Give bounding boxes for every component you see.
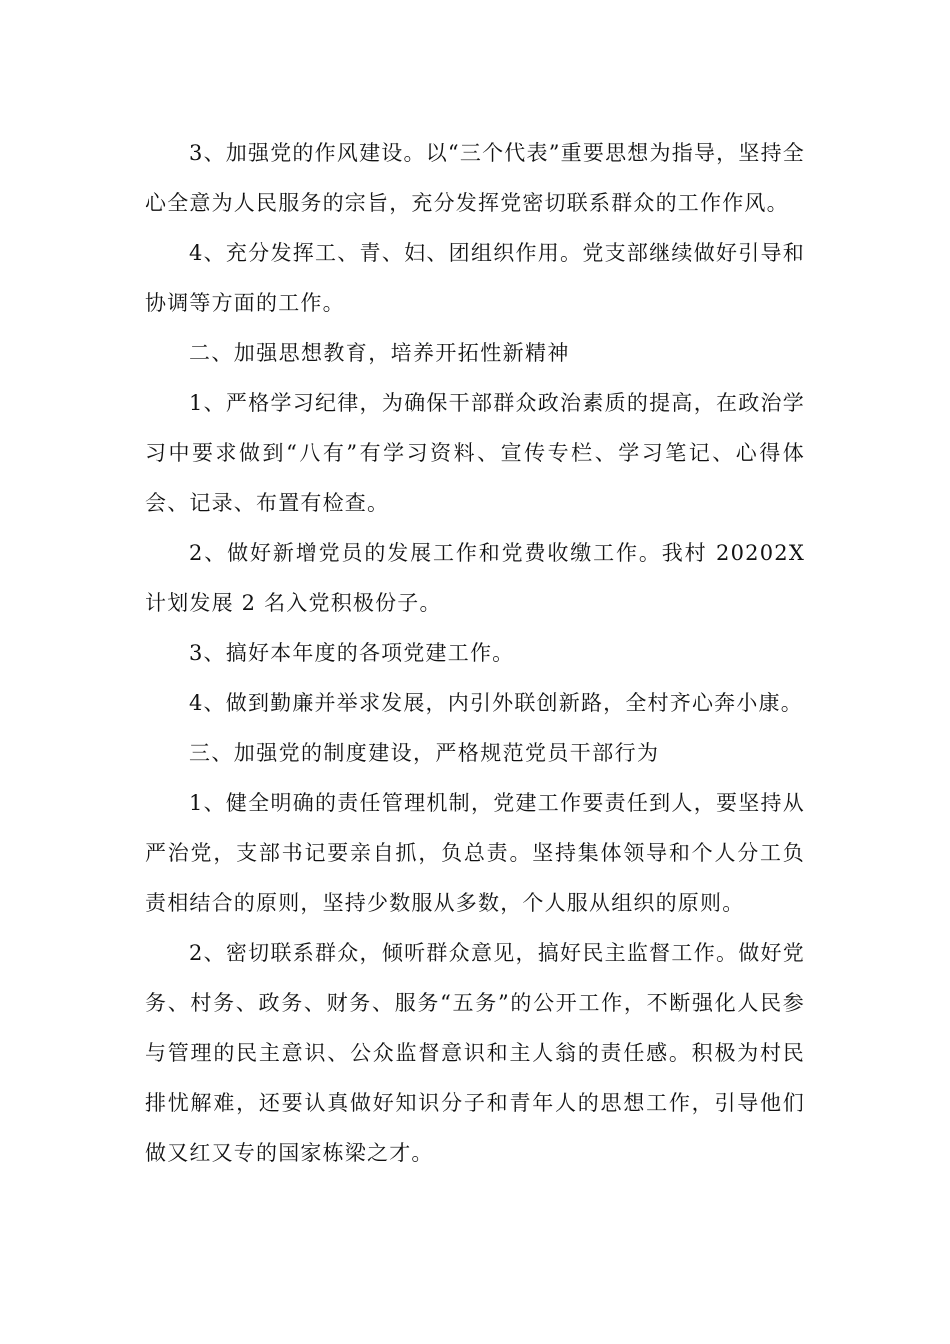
document-body [145, 128, 805, 1178]
paragraph-responsibility-mechanism: 1、健全明确的责任管理机制，党建工作要责任到人，要坚持从严治党，支部书记要亲自抓，负总责。坚持集体领导和个人分工负责相结合的原则，坚持少数服从多数，个人服从组织的原则。 [145, 791, 805, 915]
paragraph-study-discipline: 1、严格学习纪律，为确保干部群众政治素质的提高，在政治学习中要求做到“八有”有学习资料、宣传专栏、学习笔记、心得体会、记录、布置有检查。 [145, 391, 805, 515]
paragraph-member-development: 2、做好新增党员的发展工作和党费收缴工作。我村 20202X 计划发展 2 名入党积极份子。 [145, 541, 805, 615]
section-heading-system-building: 三、加强党的制度建设，严格规范党员干部行为 [189, 741, 660, 765]
paragraph-party-style: 3、加强党的作风建设。以“三个代表”重要思想为指导，坚持全心全意为人民服务的宗旨，充分发挥党密切联系群众的工作作风。 [145, 141, 805, 215]
paragraph-diligence-development: 4、做到勤廉并举求发展，内引外联创新路，全村齐心奔小康。 [189, 691, 803, 715]
paragraph-mass-organizations: 4、充分发挥工、青、妇、团组织作用。党支部继续做好引导和协调等方面的工作。 [145, 241, 805, 315]
paragraph-mass-contact: 2、密切联系群众，倾听群众意见，搞好民主监督工作。做好党务、村务、政务、财务、服务“五务”的公开工作，不断强化人民参与管理的民主意识、公众监督意识和主人翁的责任感。积极为村民排忧解难，还要认真做好知识分子和青年人的思想工作，引导他们做又红又专的国家栋梁之才。 [145, 941, 805, 1165]
section-heading-ideological-education: 二、加强思想教育，培养开拓性新精神 [189, 341, 570, 365]
paragraph-party-building-work: 3、搞好本年度的各项党建工作。 [189, 641, 515, 665]
